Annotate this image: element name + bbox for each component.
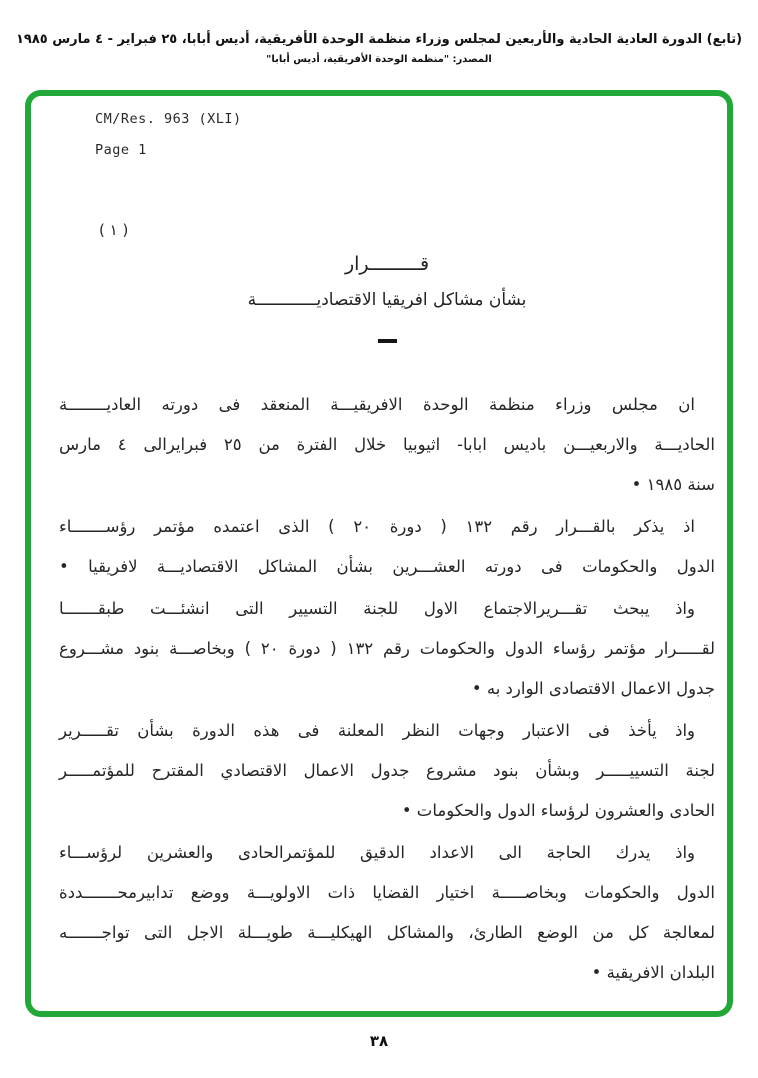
text-line: الحاديـــة والاربعيـــن باديس ابابا- اثيوبيا خلال الفترة من ٢٥ فبرايرالى ٤ مارس [59,435,715,454]
text-line: واذ يبحث تقـــريرالاجتماع الاول للجنة التسيير التى انشئـــت طبقـــــــا [59,599,695,618]
text-line: الحادى والعشرون لرؤساء الدول والحكومات • [401,801,715,820]
text-line: لقـــــرار مؤتمر رؤساء الدول والحكومات رقم ١٣٢ ( دورة ٢٠ ) وبخاصـــة بنود مشـــروع [59,639,715,658]
text-line: واذ يأخذ فى الاعتبار وجهات النظر المعلنة فى هذه الدورة بشأن تقـــــرير [59,721,695,740]
page-number: ٣٨ [369,1032,389,1050]
paragraph-considering [59,711,715,831]
doc-reference-block [95,110,715,159]
text-line: لجنة التسييـــــر وبشأن بنود مشروع جدول الاعمال الاقتصادي المقترح للمؤتمـــــر [59,761,715,780]
text-line: واذ يدرك الحاجة الى الاعداد الدقيق للمؤتمرالحادى والعشرين لرؤســـاء [59,843,695,862]
text-line: البلدان الافريقية • [591,963,715,982]
text-line: الدول والحكومات وبخاصـــــة اختيار القضايا ذات الاولويـــة ووضع تدابيرمحـــــــددة [59,883,715,902]
paragraph-aware [59,833,715,993]
title-separator [378,339,397,343]
doc-page-label: Page 1 [95,142,147,158]
paragraph-preamble [59,385,715,505]
text-line: لمعالجة كل من الوضع الطارئ، والمشاكل الهيكليـــة طويـــلة الاجل التى تواجـــــــه [59,923,715,942]
item-number: ( ١ ) [99,221,129,239]
session-header-line: (تابع) الدورة العادية الحادية والأربعين لمجلس وزراء منظمة الوحدة الأفريقية، أديس أبابا، ٢٥ فبراير - ٤ مارس ١٩٨٥ [15,32,743,47]
resolution-title: قـــــــــرار [344,253,430,275]
text-line: جدول الاعمال الاقتصادى الوارد به • [471,679,715,698]
page-header [0,0,758,65]
paragraph-examining [59,589,715,709]
text-line: اذ يذكر بالقـــرار رقم ١٣٢ ( دورة ٢٠ ) الذى اعتمده مؤتمر رؤســـــــاء [59,517,695,536]
resolution-subtitle: بشأن مشاكل افريقيا الاقتصاديــــــــــــة [247,290,527,310]
doc-reference: CM/Res. 963 (XLI) [95,111,242,127]
text-line: الدول والحكومات فى دورته العشـــرين بشأن المشاكل الاقتصاديـــة لافريقيا • [59,557,715,576]
source-line: المصدر: "منظمة الوحدة الأفريقية، أديس أبابا" [266,54,492,65]
paragraph-recalling [59,507,715,587]
resolution-body [59,385,715,993]
text-line: سنة ١٩٨٥ • [631,475,715,494]
document-frame [25,90,733,1017]
text-line: ان مجلس وزراء منظمة الوحدة الافريقيـــة المنعقد فى دورته العاديــــــــة [59,395,695,414]
